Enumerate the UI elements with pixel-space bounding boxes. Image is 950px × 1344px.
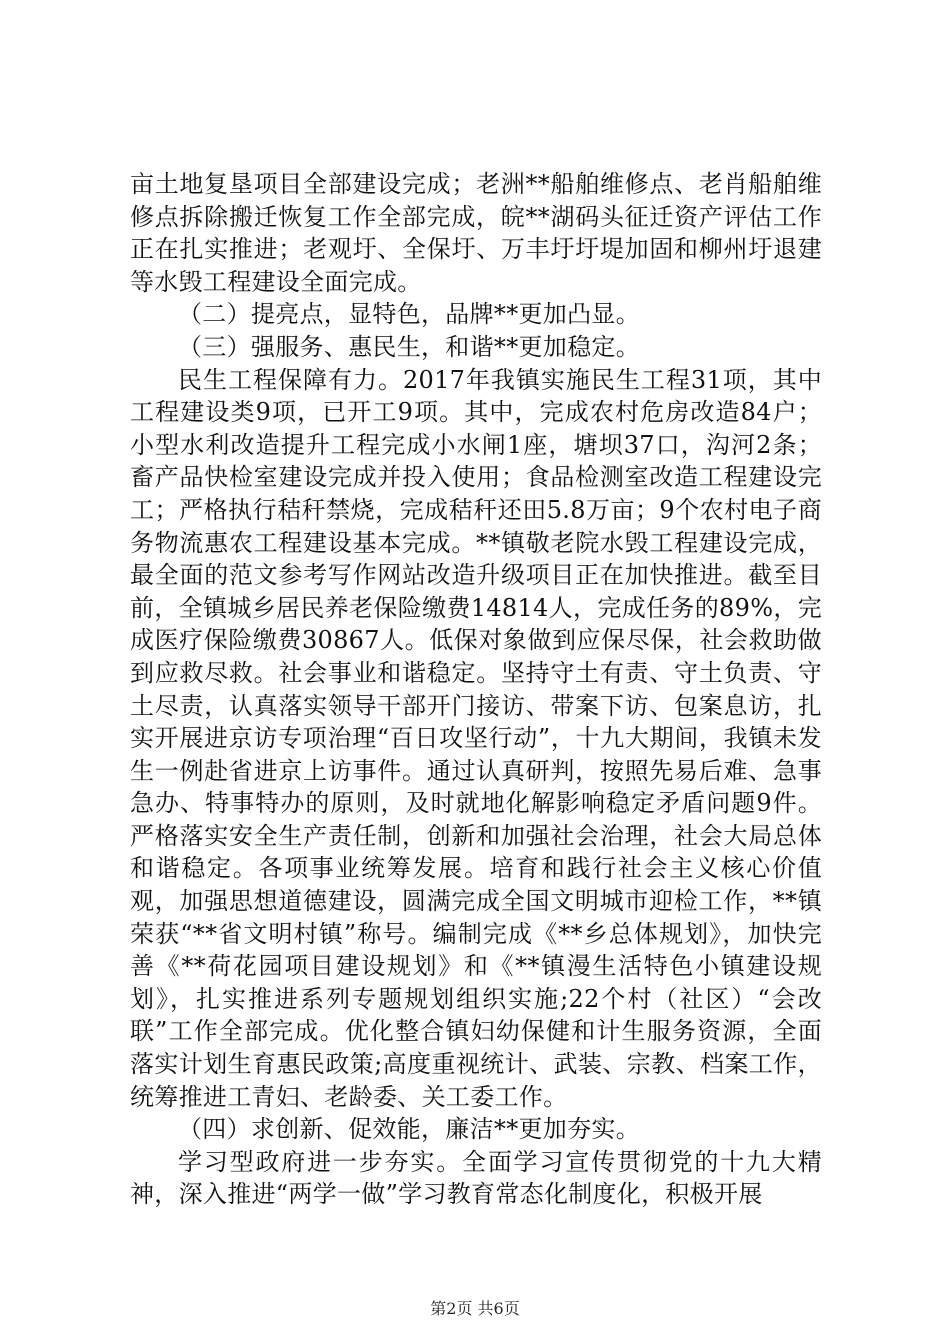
page-footer: 第2页 共6页 <box>430 1299 520 1318</box>
paragraph-learning: 学习型政府进一步夯实。全面学习宣传贯彻党的十九大精神，深入推进“两学一做”学习教育常态化制度化，积极开展 <box>130 1147 822 1209</box>
section-heading-2: （二）提亮点，显特色，品牌**更加凸显。 <box>178 300 640 329</box>
section-heading-4: （四）求创新、促效能，廉洁**更加夯实。 <box>178 1115 640 1144</box>
paragraph-livelihood: 民生工程保障有力。2017年我镇实施民生工程31项，其中工程建设类9项，已开工9项。其中，完成农村危房改造84户；小型水利改造提升工程完成小水闸1座，塘坝37口，沟河2条；畜产品快检室建设完成并投入使用；食品检测室改造工程建设完工；严格执行秸秆禁烧，完成秸秆还田5.8万亩；9个农村电子商务物流惠农工程建设基本完成。**镇敬老院水毁工程建设完成，最全面的范文参考写作网站改造升级项目正在加快推进。截至目前，全镇城乡居民养老保险缴费14814人，完成任务的89%，完成医疗保险缴费30867人。低保对象做到应保尽保，社会救助做到应救尽救。社会事业和谐稳定。坚持守土有责、守土负责、守土尽责，认真落实领导干部开门接访、带案下访、包案息访，扎实开展进京访专项治理“百日攻坚行动”，十九大期间，我镇未发生一例赴省进京上访事件。通过认真研判，按照先易后难、急事急办、特事特办的原则，及时就地化解影响稳定矛盾问题9件。严格落实安全生产责任制，创新和加强社会治理，社会大局总体和谐稳定。各项事业统筹发展。培育和践行社会主义核心价值观，加强思想道德建设，圆满完成全国文明城市迎检工作，**镇荣获“**省文明村镇”称号。编制完成《**乡总体规划》，加快完善《**荷花园项目建设规划》和《**镇漫生活特色小镇建设规划》，扎实推进系列专题规划组织实施;22个村（社区）“会改联”工作全部完成。优化整合镇妇幼保健和计生服务资源，全面落实计划生育惠民政策;高度重视统计、武装、宗教、档案工作，统筹推进工青妇、老龄委、关工委工作。 <box>130 365 822 1111</box>
section-heading-3: （三）强服务、惠民生，和谐**更加稳定。 <box>178 332 640 361</box>
paragraph-1: 亩土地复垦项目全部建设完成；老洲**船舶维修点、老肖船舶维修点拆除搬迁恢复工作全部完成，皖**湖码头征迁资产评估工作正在扎实推进；老观圩、全保圩、万丰圩圩堤加固和柳州圩退建等水毁工程建设全面完成。 <box>130 170 822 296</box>
document-body <box>130 168 822 1211</box>
